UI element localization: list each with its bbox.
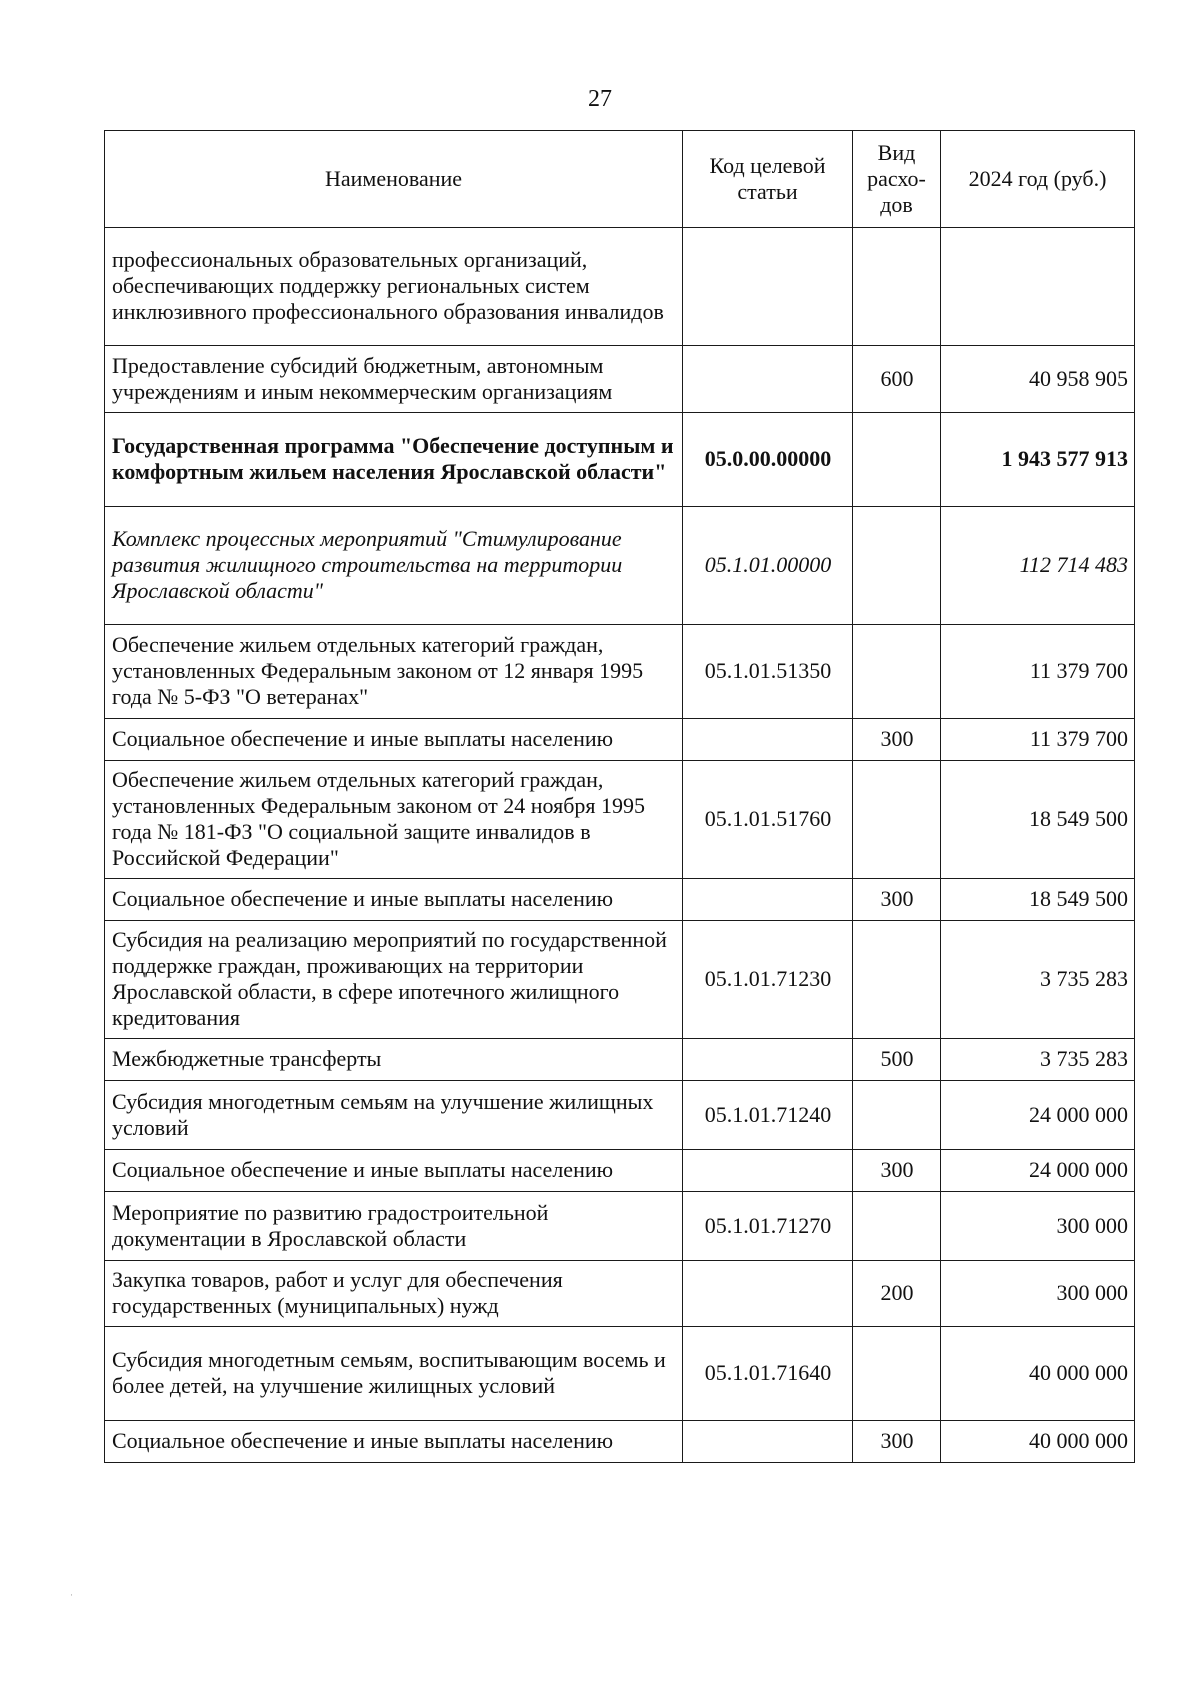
row-code: 05.1.01.71270 bbox=[683, 1192, 853, 1261]
table-row bbox=[105, 1192, 1135, 1261]
row-name: профессиональных образовательных организаций, обеспечивающих поддержку региональных систем инклюзивного профессионального образования инвалидов bbox=[105, 228, 683, 346]
row-amount: 24 000 000 bbox=[941, 1150, 1135, 1192]
row-kind: 200 bbox=[853, 1261, 941, 1327]
scan-artifact: · bbox=[70, 1590, 73, 1600]
table-row bbox=[105, 1150, 1135, 1192]
row-code: 05.1.01.00000 bbox=[683, 507, 853, 625]
row-kind: 300 bbox=[853, 879, 941, 921]
row-code: 05.1.01.51760 bbox=[683, 761, 853, 879]
row-code: 05.1.01.51350 bbox=[683, 625, 853, 719]
row-amount: 18 549 500 bbox=[941, 761, 1135, 879]
header-amount: 2024 год (руб.) bbox=[941, 131, 1135, 228]
row-amount: 40 958 905 bbox=[941, 346, 1135, 413]
row-amount: 300 000 bbox=[941, 1261, 1135, 1327]
row-name: Государственная программа "Обеспечение доступным и комфортным жильем населения Ярославской области" bbox=[105, 413, 683, 507]
row-code: 05.0.00.00000 bbox=[683, 413, 853, 507]
row-name: Субсидия на реализацию мероприятий по государственной поддержке граждан, проживающих на территории Ярославской области, в сфере ипотечного жилищного кредитования bbox=[105, 921, 683, 1039]
table-row bbox=[105, 1039, 1135, 1081]
row-kind bbox=[853, 413, 941, 507]
row-amount: 1 943 577 913 bbox=[941, 413, 1135, 507]
row-amount: 40 000 000 bbox=[941, 1327, 1135, 1421]
row-name: Предоставление субсидий бюджетным, автономным учреждениям и иным некоммерческим организациям bbox=[105, 346, 683, 413]
row-amount: 24 000 000 bbox=[941, 1081, 1135, 1150]
row-name: Мероприятие по развитию градостроительной документации в Ярославской области bbox=[105, 1192, 683, 1261]
header-name: Наименование bbox=[105, 131, 683, 228]
row-code bbox=[683, 1421, 853, 1463]
table-header-row bbox=[105, 131, 1135, 228]
row-code: 05.1.01.71640 bbox=[683, 1327, 853, 1421]
row-code bbox=[683, 1150, 853, 1192]
row-kind: 500 bbox=[853, 1039, 941, 1081]
row-amount: 18 549 500 bbox=[941, 879, 1135, 921]
row-amount bbox=[941, 228, 1135, 346]
row-name: Социальное обеспечение и иные выплаты населению bbox=[105, 719, 683, 761]
row-kind bbox=[853, 507, 941, 625]
header-kind: Вид расхо-дов bbox=[853, 131, 941, 228]
row-name: Комплекс процессных мероприятий "Стимулирование развития жилищного строительства на территории Ярославской области" bbox=[105, 507, 683, 625]
row-name: Обеспечение жильем отдельных категорий граждан, установленных Федеральным законом от 24 ноября 1995 года № 181-ФЗ "О социальной защите инвалидов в Российской Федерации" bbox=[105, 761, 683, 879]
row-code bbox=[683, 346, 853, 413]
row-amount: 3 735 283 bbox=[941, 1039, 1135, 1081]
table-row bbox=[105, 879, 1135, 921]
table-row bbox=[105, 625, 1135, 719]
row-code: 05.1.01.71240 bbox=[683, 1081, 853, 1150]
row-kind bbox=[853, 228, 941, 346]
row-code bbox=[683, 228, 853, 346]
row-kind bbox=[853, 1192, 941, 1261]
header-code: Код целевой статьи bbox=[683, 131, 853, 228]
table-row bbox=[105, 228, 1135, 346]
row-name: Социальное обеспечение и иные выплаты населению bbox=[105, 1421, 683, 1463]
table-row bbox=[105, 719, 1135, 761]
table-row bbox=[105, 1081, 1135, 1150]
budget-table bbox=[104, 130, 1135, 1463]
table-row bbox=[105, 921, 1135, 1039]
row-kind: 300 bbox=[853, 1421, 941, 1463]
row-code: 05.1.01.71230 bbox=[683, 921, 853, 1039]
row-amount: 300 000 bbox=[941, 1192, 1135, 1261]
row-name: Социальное обеспечение и иные выплаты населению bbox=[105, 1150, 683, 1192]
row-kind bbox=[853, 1081, 941, 1150]
row-name: Закупка товаров, работ и услуг для обеспечения государственных (муниципальных) нужд bbox=[105, 1261, 683, 1327]
row-name: Субсидия многодетным семьям на улучшение жилищных условий bbox=[105, 1081, 683, 1150]
row-name: Субсидия многодетным семьям, воспитывающим восемь и более детей, на улучшение жилищных условий bbox=[105, 1327, 683, 1421]
row-kind bbox=[853, 761, 941, 879]
row-kind bbox=[853, 1327, 941, 1421]
row-kind: 300 bbox=[853, 719, 941, 761]
row-amount: 11 379 700 bbox=[941, 625, 1135, 719]
table-row bbox=[105, 761, 1135, 879]
row-amount: 112 714 483 bbox=[941, 507, 1135, 625]
row-code bbox=[683, 1039, 853, 1081]
page-number: 27 bbox=[588, 86, 612, 112]
row-code bbox=[683, 719, 853, 761]
row-name: Социальное обеспечение и иные выплаты населению bbox=[105, 879, 683, 921]
row-name: Обеспечение жильем отдельных категорий граждан, установленных Федеральным законом от 12 января 1995 года № 5-ФЗ "О ветеранах" bbox=[105, 625, 683, 719]
row-amount: 11 379 700 bbox=[941, 719, 1135, 761]
row-name: Межбюджетные трансферты bbox=[105, 1039, 683, 1081]
row-kind: 600 bbox=[853, 346, 941, 413]
table-row bbox=[105, 413, 1135, 507]
table-row bbox=[105, 507, 1135, 625]
row-code bbox=[683, 1261, 853, 1327]
table-row bbox=[105, 1327, 1135, 1421]
row-amount: 40 000 000 bbox=[941, 1421, 1135, 1463]
row-kind bbox=[853, 625, 941, 719]
table-row bbox=[105, 1261, 1135, 1327]
table-row bbox=[105, 1421, 1135, 1463]
row-amount: 3 735 283 bbox=[941, 921, 1135, 1039]
row-kind bbox=[853, 921, 941, 1039]
row-kind: 300 bbox=[853, 1150, 941, 1192]
table-row bbox=[105, 346, 1135, 413]
row-code bbox=[683, 879, 853, 921]
